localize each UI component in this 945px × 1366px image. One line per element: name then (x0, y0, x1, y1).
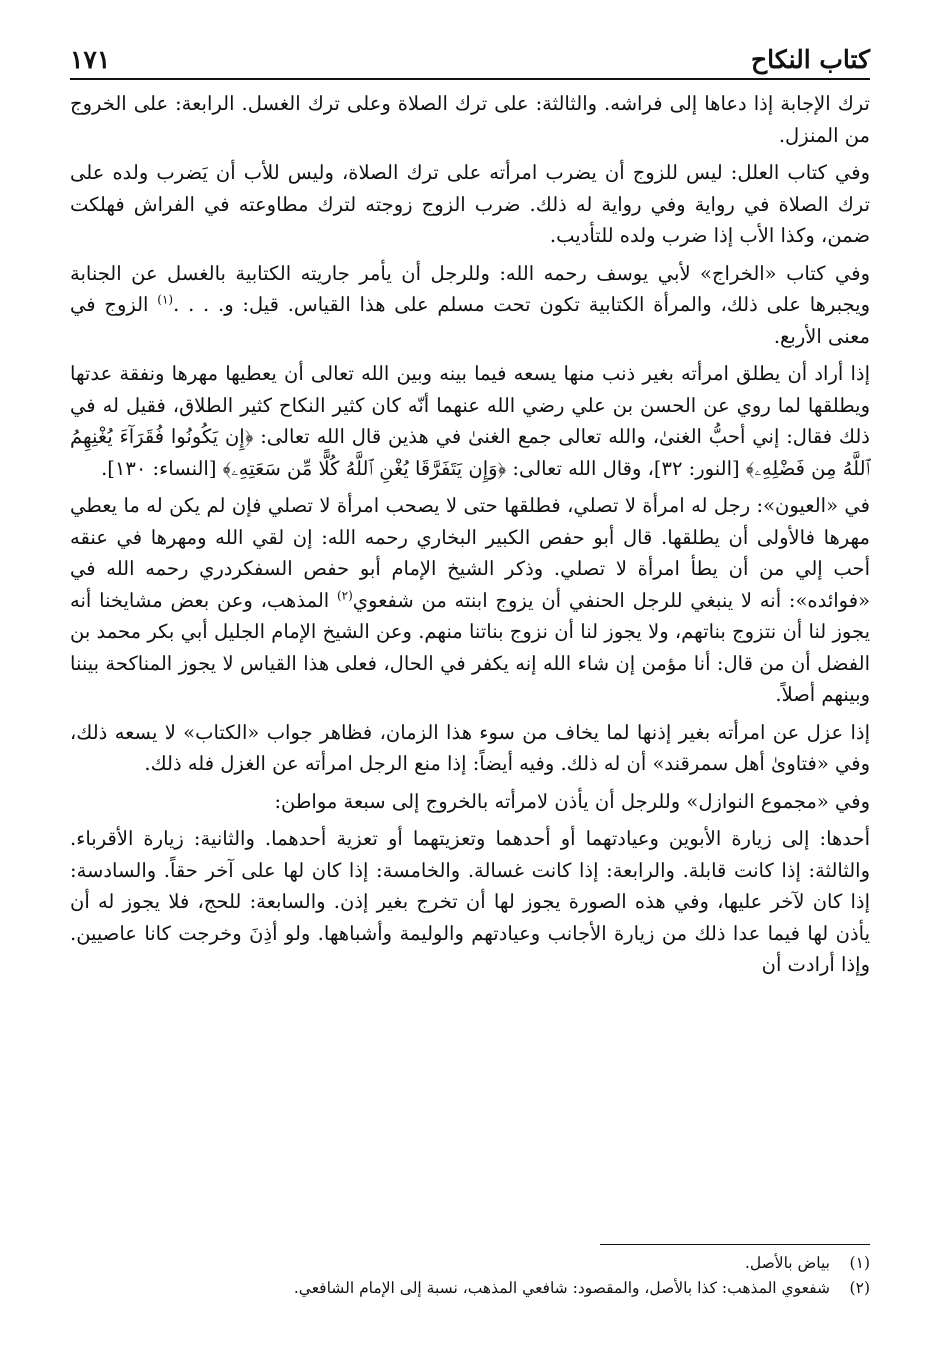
footnotes (70, 1244, 870, 1301)
body-text (70, 88, 870, 987)
footnote-ref: (١) (157, 292, 174, 307)
paragraph: أحدها: إلى زيارة الأبوين وعيادتهما أو أحدهما وتعزيتهما أو تعزية أحدهما. والثانية: زيارة الأقرباء. والثالثة: إذا كانت قابلة. والرابعة: إذا كانت غسالة. والخامسة: إذا كان لها على آخر حقاً. والسادسة: إذا كان لآخر عليها، وفي هذه الصورة يجوز لها أن تخرج بغير إذن. والسابعة: للحج، فلا يجوز له أن يأذن لها فيما عدا ذلك من زيارة الأجانب وعيادتهم والوليمة وأشباهها. ولو أذِنَ وخرجت كانا عاصيين. وإذا أرادت أن (70, 827, 870, 976)
paragraph: ترك الإجابة إذا دعاها إلى فراشه. والثالثة: على ترك الصلاة وعلى ترك الغسل. الرابعة: على الخروج من المنزل. (70, 92, 870, 147)
paragraph: إذا أراد أن يطلق امرأته بغير ذنب منها يسعه فيما بينه وبين الله تعالى أن يعطيها مهرها ونفقة عدتها ويطلقها لما روي عن الحسن بن علي رضي الله عنهما أنّه كان كثير النكاح كثير الطلاق، فقيل له في ذلك فقال: إني أحبُّ الغنىٰ، والله تعالى جمع الغنىٰ في هذين قال الله تعالى: ﴿إِن يَكُونُوا فُقَرَآءَ يُغْنِهِمُ ٱللَّهُ مِن فَضْلِهِۦ﴾ [النور: ٣٢]، وقال الله تعالى: ﴿وَإِن يَتَفَرَّقَا يُغْنِ ٱللَّهُ كُلًّا مِّن سَعَتِهِۦ﴾ [النساء: ١٣٠]. (70, 362, 870, 480)
running-title: كتاب النكاح (751, 45, 870, 74)
paragraph: إذا عزل عن امرأته بغير إذنها لما يخاف من سوء هذا الزمان، فظاهر جواب «الكتاب» لا يسعه ذلك، وفي «فتاوىٰ أهل سمرقند» أن له ذلك. وفيه أيضاً: إذا منع الرجل امرأته عن الغزل فله ذلك. (70, 720, 870, 775)
footnote: (١) بياض بالأصل. (744, 1254, 870, 1272)
footnote-divider (600, 1244, 870, 1245)
page-number: ١٧١ (70, 45, 111, 74)
paragraph: وفي كتاب «الخراج» لأبي يوسف رحمه الله: وللرجل أن يأمر جاريته الكتابية بالغسل عن الجنابة ويجبرها على ذلك، والمرأة الكتابية تكون تحت مسلم على هذا القياس. قيل: و. . . .$^{(١)}$ الزوج في معنى الأربع. (70, 261, 871, 348)
paragraph: وفي «مجموع النوازل» وللرجل أن يأذن لامرأته بالخروج إلى سبعة مواطن: (274, 789, 870, 813)
footnote-ref: (٢) (336, 588, 353, 602)
footnote: (٢) شفعوي المذهب: كذا بالأصل، والمقصود: شافعي المذهب، نسبة إلى الإمام الشافعي. (293, 1279, 870, 1297)
paragraph: في «العيون»: رجل له امرأة لا تصلي، فطلقها حتى لا يصحب امرأة لا تصلي فإن لم يكن له ما يعطي مهرها فالأولى أن يطلقها. قال أبو حفص الكبير البخاري رحمه الله: إن لقي الله ومهرها في عنقه أحب إلي من أن يطأ امرأة لا تصلي. وذكر الشيخ الإمام أبو حفص السفكردري رحمه الله في «فوائده»: أنه لا ينبغي للرجل الحنفي أن يزوج ابنته من شفعوي$^{(٢)}$ المذهب، وعن بعض مشايخنا أنه يجوز لنا أن نتزوج بناتهم، ولا يجوز لنا أن نزوج بناتنا منهم. وعن الشيخ الإمام الجليل أبي بكر محمد بن الفضل أن من قال: أنا مؤمن إن شاء الله إنه يكفر في الحال، فعلى هذا القياس لا يجوز المناكحة بيننا وبينهم أصلاً. (70, 494, 870, 706)
page-header (70, 30, 870, 80)
paragraph: وفي كتاب العلل: ليس للزوج أن يضرب امرأته على ترك الصلاة، وليس للأب أن يَضرب ولده على ترك الصلاة في رواية وفي رواية له ذلك. ضرب الزوج زوجته لترك مطاوعته في الفراش فهلكت ضمن، وكذا الأب إذا ضرب ولده للتأديب. (70, 161, 870, 247)
